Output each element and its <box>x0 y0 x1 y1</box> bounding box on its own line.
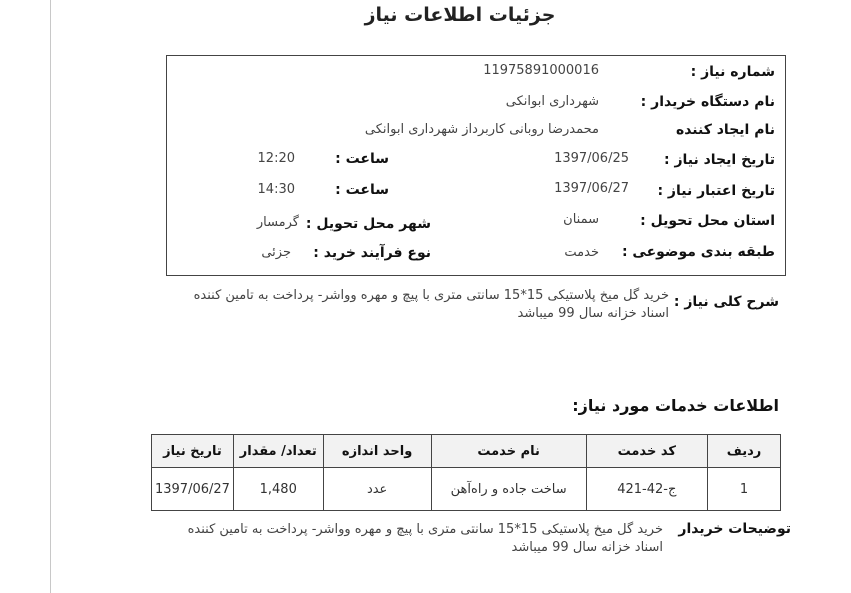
general-description-text: خرید گل میخ پلاستیکی 15*15 سانتی متری با پیچ و مهره وواشر- پرداخت به تامین کننده اسناد خزانه سال 99 میباشد <box>193 288 669 321</box>
page-title: جزئیات اطلاعات نیاز <box>364 4 556 26</box>
created-date-label: تاریخ ایجاد نیاز : <box>663 152 775 168</box>
buyer-org-value: شهرداری ابوانکی <box>505 94 599 109</box>
delivery-province-label: استان محل تحویل : <box>640 213 775 229</box>
validity-date-value: 1397/06/27 <box>554 181 629 196</box>
table-row <box>152 468 781 511</box>
delivery-city-label: شهر محل تحویل : <box>305 216 431 232</box>
category-value: خدمت <box>564 245 599 260</box>
delivery-city-value: گرمسار <box>256 215 299 230</box>
purchase-process-label: نوع فرآیند خرید : <box>313 245 431 261</box>
need-number-value: 11975891000016 <box>483 63 599 78</box>
page-left-border <box>50 0 51 593</box>
header-quantity: تعداد/ مقدار <box>233 435 323 468</box>
general-description-label: شرح کلی نیاز : <box>673 294 779 310</box>
cell-service-name: ساخت جاده و راه‌آهن <box>431 468 586 511</box>
header-unit: واحد اندازه <box>323 435 431 468</box>
header-need-date: تاریخ نیاز <box>152 435 234 468</box>
cell-service-code: ج-42-421 <box>586 468 707 511</box>
created-date-value: 1397/06/25 <box>554 151 629 166</box>
header-row-number: ردیف <box>707 435 780 468</box>
cell-need-date: 1397/06/27 <box>152 468 234 511</box>
created-time-label: ساعت : <box>335 151 389 167</box>
created-time-value: 12:20 <box>257 151 295 166</box>
cell-unit: عدد <box>323 468 431 511</box>
buyer-notes-text: خرید گل میخ پلاستیکی 15*15 سانتی متری با پیچ و مهره وواشر- پرداخت به تامین کننده اسناد خزانه سال 99 میباشد <box>187 522 663 555</box>
cell-row-number: 1 <box>707 468 780 511</box>
services-section-title: اطلاعات خدمات مورد نیاز: <box>572 396 779 415</box>
need-number-label: شماره نیاز : <box>690 64 775 80</box>
category-label: طبقه بندی موضوعی : <box>621 244 775 260</box>
creator-value: محمدرضا روبانی کاربرداز شهرداری ابوانکی <box>364 122 599 137</box>
purchase-process-value: جزئی <box>261 245 291 260</box>
delivery-province-value: سمنان <box>563 212 599 227</box>
validity-time-label: ساعت : <box>335 182 389 198</box>
creator-label: نام ایجاد کننده <box>675 122 775 138</box>
validity-date-label: تاریخ اعتبار نیاز : <box>657 183 775 199</box>
cell-quantity: 1,480 <box>233 468 323 511</box>
header-service-name: نام خدمت <box>431 435 586 468</box>
header-service-code: کد خدمت <box>586 435 707 468</box>
buyer-notes-label: توضیحات خریدار <box>678 521 791 537</box>
validity-time-value: 14:30 <box>257 182 295 197</box>
services-table-header-row <box>152 435 781 468</box>
services-table <box>151 434 781 511</box>
buyer-org-label: نام دستگاه خریدار : <box>640 94 775 110</box>
